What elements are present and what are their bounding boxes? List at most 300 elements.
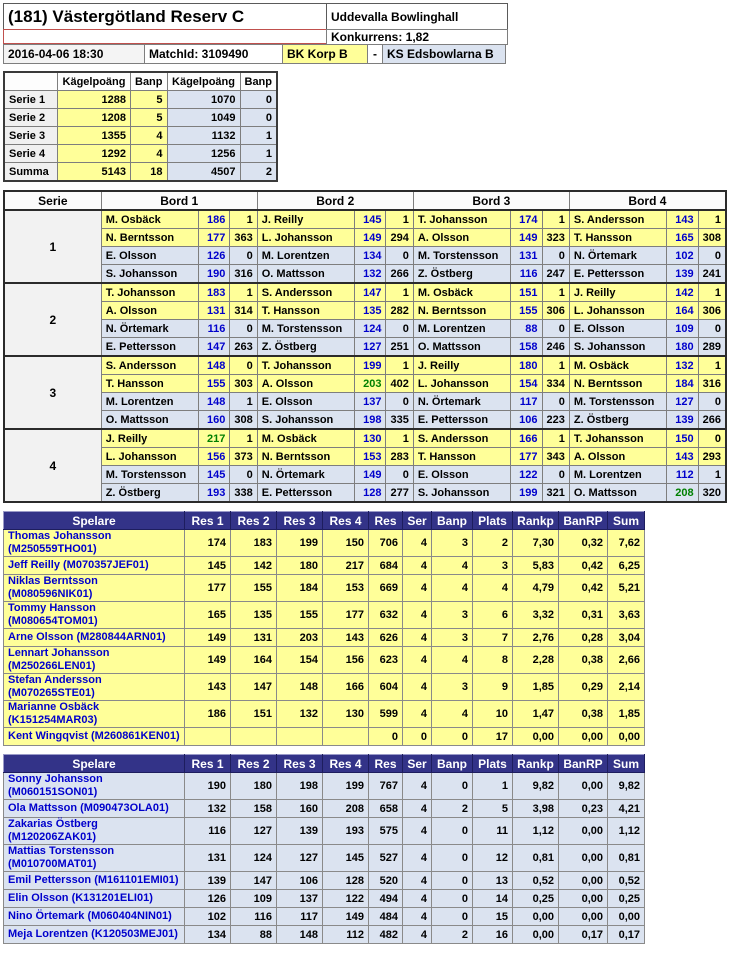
- player-name-cell: M. Torstensson: [413, 247, 510, 265]
- player-name-cell: T. Johansson: [569, 429, 666, 448]
- player-name-cell: S. Johansson: [101, 265, 198, 284]
- score-cell: 127: [354, 338, 386, 357]
- points-cell: 0: [230, 356, 257, 375]
- player-stat-cell: 180: [231, 773, 277, 800]
- player-stat-cell: 13: [473, 872, 513, 890]
- player-name-cell: E. Olsson: [569, 320, 666, 338]
- score-cell: 134: [354, 247, 386, 265]
- points-cell: 316: [230, 265, 257, 284]
- points-cell: 0: [386, 320, 413, 338]
- score-cell: 131: [510, 247, 542, 265]
- points-cell: 0: [542, 320, 569, 338]
- player-stat-cell: 0,00: [559, 845, 608, 872]
- player-name-cell: O. Mattsson: [257, 265, 354, 284]
- player-stat-cell: 149: [185, 629, 231, 647]
- player-stat-cell: 9: [473, 674, 513, 701]
- player-name-cell: A. Olsson: [257, 375, 354, 393]
- player-link[interactable]: Kent Wingqvist (M260861KEN01): [4, 728, 185, 746]
- points-cell: 294: [386, 229, 413, 247]
- player-name-cell: T. Hansson: [257, 302, 354, 320]
- player-name-cell: M. Torstensson: [257, 320, 354, 338]
- points-cell: 1: [698, 210, 726, 229]
- points-cell: 1: [230, 429, 257, 448]
- player-name-cell: N. Berntsson: [413, 302, 510, 320]
- player-name-cell: M. Torstensson: [569, 393, 666, 411]
- summary-row: [4, 145, 277, 163]
- player-name-cell: M. Lorentzen: [569, 466, 666, 484]
- points-cell: 223: [542, 411, 569, 430]
- points-cell: 316: [698, 375, 726, 393]
- player-stat-cell: 174: [185, 530, 231, 557]
- score-cell: 150: [667, 429, 699, 448]
- summary-row-label: Serie 1: [4, 91, 58, 109]
- player-stat-cell: 151: [231, 701, 277, 728]
- player-name-cell: N. Berntsson: [569, 375, 666, 393]
- team-separator: -: [367, 44, 383, 64]
- points-cell: 0: [698, 393, 726, 411]
- summary-value-cell: 1049: [167, 109, 240, 127]
- player-stat-cell: 160: [277, 800, 323, 818]
- summary-col-header: Banp: [131, 72, 168, 91]
- header-spacer: [3, 29, 327, 45]
- score-table: [3, 190, 727, 503]
- player-stat-cell: 626: [369, 629, 403, 647]
- player-stat-cell: 4: [403, 647, 432, 674]
- series-summary-table: [3, 71, 278, 182]
- player-stat-cell: 145: [323, 845, 369, 872]
- points-cell: 246: [542, 338, 569, 357]
- summary-value-cell: 5143: [58, 163, 131, 182]
- player-stat-cell: 482: [369, 926, 403, 944]
- player-stat-cell: 147: [231, 872, 277, 890]
- points-cell: 0: [386, 247, 413, 265]
- summary-value-cell: 1208: [58, 109, 131, 127]
- player-stat-row: [4, 575, 645, 602]
- player-stat-cell: 0,00: [513, 728, 559, 746]
- points-cell: 308: [698, 229, 726, 247]
- player-stat-cell: 684: [369, 557, 403, 575]
- score-cell: 122: [510, 466, 542, 484]
- player-stat-cell: [277, 728, 323, 746]
- score-row: [4, 338, 726, 357]
- player-stat-cell: 5: [473, 800, 513, 818]
- points-cell: 303: [230, 375, 257, 393]
- player-col-header: Sum: [608, 755, 645, 773]
- player-stat-cell: 0,81: [608, 845, 645, 872]
- points-cell: 0: [230, 247, 257, 265]
- player-name-cell: M. Osbäck: [257, 429, 354, 448]
- score-cell: 183: [198, 283, 230, 302]
- player-stat-cell: 0,00: [559, 890, 608, 908]
- player-stat-cell: 147: [231, 674, 277, 701]
- player-stat-cell: 0,29: [559, 674, 608, 701]
- player-stat-cell: 3: [432, 674, 473, 701]
- player-stat-cell: 0,00: [559, 728, 608, 746]
- player-stat-cell: 9,82: [513, 773, 559, 800]
- player-name-cell: Z. Östberg: [569, 411, 666, 430]
- player-link[interactable]: Sonny Johansson (M060151SON01): [4, 773, 185, 800]
- player-col-header: Rankp: [513, 512, 559, 530]
- konkurrens-label: Konkurrens: 1,82: [326, 29, 508, 45]
- player-name-cell: S. Johansson: [257, 411, 354, 430]
- score-row: [4, 448, 726, 466]
- summary-value-cell: 0: [240, 91, 277, 109]
- player-stat-cell: 599: [369, 701, 403, 728]
- player-stat-cell: 5,21: [608, 575, 645, 602]
- player-stat-cell: 9,82: [608, 773, 645, 800]
- score-col-header: Bord 2: [257, 191, 413, 210]
- player-col-header: Banp: [432, 755, 473, 773]
- player-col-header: Res 1: [185, 512, 231, 530]
- score-cell: 106: [510, 411, 542, 430]
- player-col-header: Rankp: [513, 755, 559, 773]
- score-cell: 143: [667, 448, 699, 466]
- player-link[interactable]: Niklas Berntsson (M080596NIK01): [4, 575, 185, 602]
- player-stat-cell: 1,12: [608, 818, 645, 845]
- player-stat-row: [4, 845, 645, 872]
- score-row: [4, 210, 726, 229]
- player-stat-cell: 177: [185, 575, 231, 602]
- points-cell: 289: [698, 338, 726, 357]
- score-cell: 145: [354, 210, 386, 229]
- player-name-cell: L. Johansson: [569, 302, 666, 320]
- points-cell: 363: [230, 229, 257, 247]
- player-stat-cell: 0,00: [559, 872, 608, 890]
- score-row: [4, 393, 726, 411]
- player-col-header: Res: [369, 512, 403, 530]
- points-cell: 283: [386, 448, 413, 466]
- player-stat-cell: 4: [403, 773, 432, 800]
- summary-value-cell: 1132: [167, 127, 240, 145]
- player-stat-cell: 186: [185, 701, 231, 728]
- away-team-badge: KS Edsbowlarna B: [382, 44, 506, 64]
- serie-number: 2: [4, 283, 101, 356]
- score-cell: 112: [667, 466, 699, 484]
- player-link[interactable]: Marianne Osbäck (K151254MAR03): [4, 701, 185, 728]
- player-stat-cell: 132: [185, 800, 231, 818]
- player-stat-cell: 0,00: [608, 908, 645, 926]
- points-cell: 1: [230, 283, 257, 302]
- player-stat-cell: 0,31: [559, 602, 608, 629]
- player-name-cell: A. Olsson: [569, 448, 666, 466]
- player-stat-cell: 106: [277, 872, 323, 890]
- player-link[interactable]: Lennart Johansson (M250266LEN01): [4, 647, 185, 674]
- points-cell: 0: [542, 466, 569, 484]
- player-col-header: Sum: [608, 512, 645, 530]
- player-link[interactable]: Tommy Hansson (M080654TOM01): [4, 602, 185, 629]
- player-stat-cell: 6,25: [608, 557, 645, 575]
- player-col-header: Res 3: [277, 755, 323, 773]
- match-id: MatchId: 3109490: [144, 44, 283, 64]
- player-stat-cell: 2: [432, 800, 473, 818]
- player-stat-cell: 4: [403, 701, 432, 728]
- player-stat-row: [4, 773, 645, 800]
- player-name-cell: S. Andersson: [101, 356, 198, 375]
- player-link[interactable]: Jeff Reilly (M070357JEF01): [4, 557, 185, 575]
- points-cell: 320: [698, 484, 726, 503]
- player-stat-row: [4, 602, 645, 629]
- player-stat-cell: 143: [323, 629, 369, 647]
- points-cell: 323: [542, 229, 569, 247]
- player-stat-cell: 4: [403, 800, 432, 818]
- player-stat-cell: 527: [369, 845, 403, 872]
- points-cell: 266: [386, 265, 413, 284]
- points-cell: 308: [230, 411, 257, 430]
- player-stat-cell: 132: [277, 701, 323, 728]
- player-stat-cell: 165: [185, 602, 231, 629]
- points-cell: 266: [698, 411, 726, 430]
- summary-value-cell: 1355: [58, 127, 131, 145]
- points-cell: 0: [230, 466, 257, 484]
- player-stat-cell: 4: [403, 530, 432, 557]
- summary-value-cell: 1288: [58, 91, 131, 109]
- page-title: (181) Västergötland Reserv C: [3, 3, 327, 30]
- player-stat-row: [4, 908, 645, 926]
- score-cell: 186: [198, 210, 230, 229]
- player-name-cell: J. Reilly: [413, 356, 510, 375]
- player-name-cell: J. Reilly: [101, 429, 198, 448]
- player-col-header: BanRP: [559, 512, 608, 530]
- player-col-header: Res 1: [185, 755, 231, 773]
- player-stat-cell: 0,17: [608, 926, 645, 944]
- player-stat-cell: 149: [185, 647, 231, 674]
- score-cell: 116: [510, 265, 542, 284]
- summary-col-header: [4, 72, 58, 91]
- score-cell: 190: [198, 265, 230, 284]
- score-cell: 109: [667, 320, 699, 338]
- player-name-cell: L. Johansson: [101, 448, 198, 466]
- player-name-cell: N. Berntsson: [101, 229, 198, 247]
- player-stat-cell: 4: [403, 926, 432, 944]
- player-stat-cell: 12: [473, 845, 513, 872]
- score-cell: 193: [198, 484, 230, 503]
- player-stat-cell: 4: [403, 629, 432, 647]
- player-stat-cell: 0: [432, 908, 473, 926]
- summary-value-cell: 4: [131, 145, 168, 163]
- score-cell: 149: [354, 466, 386, 484]
- player-link[interactable]: Nino Örtemark (M060404NIN01): [4, 908, 185, 926]
- points-cell: 0: [386, 466, 413, 484]
- score-row: [4, 302, 726, 320]
- player-link[interactable]: Arne Olsson (M280844ARN01): [4, 629, 185, 647]
- player-stat-cell: 5,83: [513, 557, 559, 575]
- player-stat-cell: 4: [403, 818, 432, 845]
- player-link[interactable]: Emil Pettersson (M161101EMI01): [4, 872, 185, 890]
- summary-row: [4, 163, 277, 182]
- player-link[interactable]: Elin Olsson (K131201ELI01): [4, 890, 185, 908]
- player-name-cell: N. Örtemark: [569, 247, 666, 265]
- score-cell: 203: [354, 375, 386, 393]
- score-cell: 135: [354, 302, 386, 320]
- player-stat-cell: 1,85: [608, 701, 645, 728]
- player-stat-cell: 124: [231, 845, 277, 872]
- player-stat-cell: 0,25: [608, 890, 645, 908]
- player-stat-cell: 4,21: [608, 800, 645, 818]
- player-stat-cell: 190: [185, 773, 231, 800]
- player-stat-cell: 0,00: [559, 773, 608, 800]
- points-cell: 0: [542, 393, 569, 411]
- score-row: [4, 484, 726, 503]
- player-stat-cell: 4: [403, 602, 432, 629]
- score-row: [4, 411, 726, 430]
- player-stat-cell: 2,28: [513, 647, 559, 674]
- score-cell: 184: [667, 375, 699, 393]
- match-datetime: 2016-04-06 18:30: [3, 44, 145, 64]
- score-cell: 143: [667, 210, 699, 229]
- player-stat-cell: 142: [231, 557, 277, 575]
- player-name-cell: Z. Östberg: [257, 338, 354, 357]
- score-cell: 151: [510, 283, 542, 302]
- player-stat-cell: 0,25: [513, 890, 559, 908]
- score-col-header: Serie: [4, 191, 101, 210]
- player-table-away: [3, 754, 645, 944]
- player-stat-row: [4, 701, 645, 728]
- player-stat-row: [4, 890, 645, 908]
- summary-row-label: Summa: [4, 163, 58, 182]
- player-name-cell: T. Johansson: [413, 210, 510, 229]
- player-stat-cell: 575: [369, 818, 403, 845]
- player-stat-cell: 0,00: [559, 908, 608, 926]
- score-cell: 160: [198, 411, 230, 430]
- points-cell: 0: [698, 247, 726, 265]
- player-stat-cell: 0,42: [559, 557, 608, 575]
- player-stat-cell: 0: [369, 728, 403, 746]
- score-cell: 148: [198, 356, 230, 375]
- venue-label: Uddevalla Bowlinghall: [326, 3, 508, 30]
- points-cell: 1: [698, 466, 726, 484]
- player-stat-cell: 623: [369, 647, 403, 674]
- player-name-cell: S. Andersson: [257, 283, 354, 302]
- player-stat-cell: 148: [277, 926, 323, 944]
- score-cell: 128: [354, 484, 386, 503]
- points-cell: 0: [698, 429, 726, 448]
- score-cell: 180: [510, 356, 542, 375]
- points-cell: 277: [386, 484, 413, 503]
- score-row: [4, 229, 726, 247]
- player-stat-cell: 3: [432, 530, 473, 557]
- points-cell: 1: [386, 210, 413, 229]
- player-stat-cell: 0,52: [608, 872, 645, 890]
- summary-value-cell: 1292: [58, 145, 131, 163]
- player-stat-cell: 4: [403, 872, 432, 890]
- player-stat-cell: 199: [323, 773, 369, 800]
- player-stat-cell: 8: [473, 647, 513, 674]
- player-link[interactable]: Stefan Andersson (M070265STE01): [4, 674, 185, 701]
- player-col-header: Ser: [403, 512, 432, 530]
- points-cell: 335: [386, 411, 413, 430]
- player-name-cell: E. Pettersson: [413, 411, 510, 430]
- points-cell: 373: [230, 448, 257, 466]
- player-col-header: Res 3: [277, 512, 323, 530]
- points-cell: 247: [542, 265, 569, 284]
- points-cell: 0: [698, 320, 726, 338]
- points-cell: 306: [698, 302, 726, 320]
- score-cell: 126: [198, 247, 230, 265]
- match-header: [3, 3, 727, 64]
- player-stat-cell: 199: [277, 530, 323, 557]
- player-link[interactable]: Zakarias Östberg (M120206ZAK01): [4, 818, 185, 845]
- player-link[interactable]: Thomas Johansson (M250559THO01): [4, 530, 185, 557]
- player-col-header: Spelare: [4, 512, 185, 530]
- player-stat-cell: 0: [432, 773, 473, 800]
- player-stat-cell: 2: [432, 926, 473, 944]
- player-stat-cell: 494: [369, 890, 403, 908]
- summary-value-cell: 1: [240, 145, 277, 163]
- player-stat-cell: 632: [369, 602, 403, 629]
- player-name-cell: M. Lorentzen: [257, 247, 354, 265]
- points-cell: 306: [542, 302, 569, 320]
- player-stat-cell: 134: [185, 926, 231, 944]
- player-col-header: Res 4: [323, 512, 369, 530]
- score-cell: 208: [667, 484, 699, 503]
- points-cell: 338: [230, 484, 257, 503]
- player-stat-cell: 1: [473, 773, 513, 800]
- player-stat-cell: 520: [369, 872, 403, 890]
- points-cell: 321: [542, 484, 569, 503]
- score-cell: 198: [354, 411, 386, 430]
- player-link[interactable]: Mattias Torstensson (M010700MAT01): [4, 845, 185, 872]
- summary-value-cell: 1: [240, 127, 277, 145]
- points-cell: 1: [698, 283, 726, 302]
- player-name-cell: E. Olsson: [101, 247, 198, 265]
- player-name-cell: S. Johansson: [569, 338, 666, 357]
- summary-row-label: Serie 2: [4, 109, 58, 127]
- player-stat-cell: 4: [403, 674, 432, 701]
- summary-row: [4, 109, 277, 127]
- player-col-header: Res 2: [231, 512, 277, 530]
- player-stat-cell: 154: [277, 647, 323, 674]
- player-name-cell: E. Pettersson: [101, 338, 198, 357]
- player-stat-cell: 0: [432, 890, 473, 908]
- player-col-header: BanRP: [559, 755, 608, 773]
- player-stat-cell: 193: [323, 818, 369, 845]
- score-cell: 165: [667, 229, 699, 247]
- points-cell: 343: [542, 448, 569, 466]
- player-col-header: Res 2: [231, 755, 277, 773]
- player-stat-cell: 0,42: [559, 575, 608, 602]
- score-cell: 158: [510, 338, 542, 357]
- player-stat-cell: 4: [432, 575, 473, 602]
- player-col-header: Banp: [432, 512, 473, 530]
- player-stat-cell: 131: [231, 629, 277, 647]
- player-stat-cell: 0,28: [559, 629, 608, 647]
- player-link[interactable]: Ola Mattsson (M090473OLA01): [4, 800, 185, 818]
- player-stat-cell: 1,12: [513, 818, 559, 845]
- player-stat-cell: 122: [323, 890, 369, 908]
- player-name-cell: M. Lorentzen: [101, 393, 198, 411]
- points-cell: 0: [386, 393, 413, 411]
- score-cell: 102: [667, 247, 699, 265]
- player-stat-cell: 217: [323, 557, 369, 575]
- player-name-cell: E. Olsson: [413, 466, 510, 484]
- score-cell: 180: [667, 338, 699, 357]
- player-stat-cell: 3,98: [513, 800, 559, 818]
- points-cell: 1: [542, 356, 569, 375]
- summary-value-cell: 1070: [167, 91, 240, 109]
- player-stat-cell: 3: [432, 602, 473, 629]
- player-stat-row: [4, 728, 645, 746]
- score-row: [4, 283, 726, 302]
- summary-row: [4, 91, 277, 109]
- score-cell: 154: [510, 375, 542, 393]
- player-link[interactable]: Meja Lorentzen (K120503MEJ01): [4, 926, 185, 944]
- score-cell: 137: [354, 393, 386, 411]
- player-stat-cell: 767: [369, 773, 403, 800]
- player-stat-cell: 148: [277, 674, 323, 701]
- player-stat-cell: 0,23: [559, 800, 608, 818]
- player-stat-cell: 4: [403, 890, 432, 908]
- player-stat-cell: 0: [432, 872, 473, 890]
